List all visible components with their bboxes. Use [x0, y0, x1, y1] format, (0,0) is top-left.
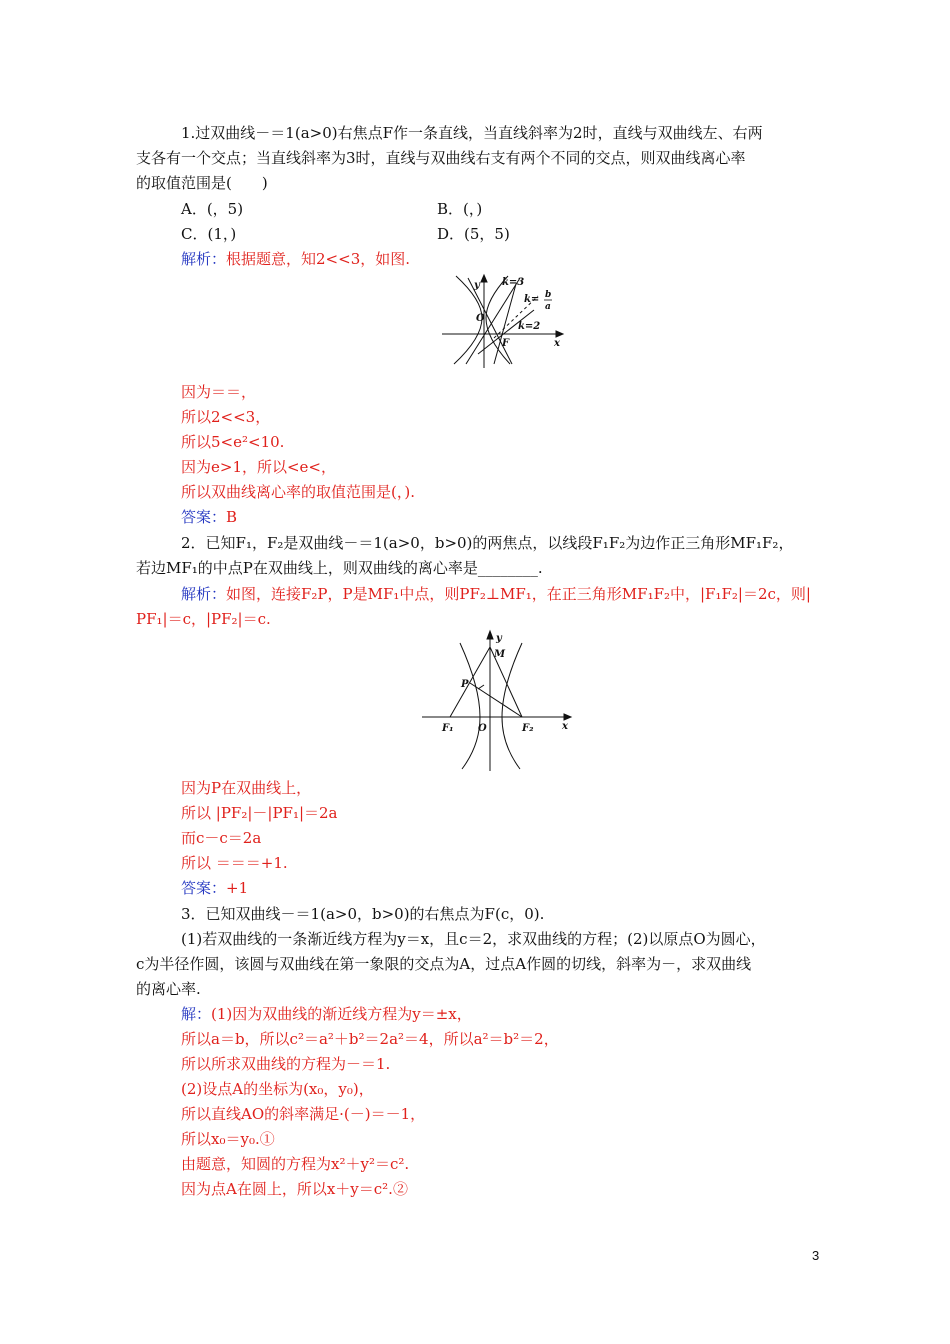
- q2-solution-text: 如图，连接F₂P，P是MF₁中点，则PF₂⊥MF₁，在正三角形MF₁F₂中，|F₁F₂|＝2c，则|: [226, 585, 811, 603]
- q1-option-c: C．(1，): [181, 225, 237, 243]
- q1-label-kba-k: k=: [524, 294, 540, 305]
- q3-step-7: 因为点A在圆上，所以x＋y＝c².②: [181, 1180, 408, 1198]
- q1-label-o: O: [476, 313, 485, 324]
- q1-answer: [181, 507, 237, 527]
- q3-stem-line4: 的离心率.: [136, 980, 201, 998]
- q1-step-3: 所以5<e²<10.: [181, 433, 285, 451]
- q3-stem-line1: 3．已知双曲线－＝1(a>0，b>0)的右焦点为F(c，0).: [181, 905, 545, 923]
- q3-step-1: 所以a＝b，所以c²＝a²＋b²＝2a²＝4，所以a²＝b²＝2，: [181, 1030, 559, 1048]
- q3-step-3: (2)设点A的坐标为(x₀，y₀)，: [181, 1080, 374, 1098]
- q1-step-5: 所以双曲线离心率的取值范围是(，).: [181, 483, 415, 501]
- q2-step-1: 因为P在双曲线上，: [181, 779, 312, 797]
- q2-label-x: x: [562, 721, 568, 732]
- q1-figure: [438, 272, 568, 370]
- q1-stem-line1: 1.过双曲线－＝1(a>0)右焦点F作一条直线，当直线斜率为2时，直线与双曲线左、右两: [181, 124, 763, 142]
- q1-label-k3: k=3: [502, 277, 525, 288]
- q3-solution-intro: [181, 1004, 472, 1024]
- q1-x-arrow: [556, 331, 563, 337]
- q1-line-k3: [494, 284, 516, 364]
- q1-label-kba-b: b: [545, 290, 552, 300]
- q2-answer: [181, 878, 248, 898]
- q2-left-branch: [460, 643, 480, 769]
- q2-side-mf1: [450, 647, 490, 717]
- q2-solution-intro: [181, 584, 811, 604]
- q2-answer-label: 答案：: [181, 879, 227, 897]
- q2-label-f1: F₁: [442, 723, 454, 734]
- q3-step-2: 所以所求双曲线的方程为－＝1.: [181, 1055, 391, 1073]
- q1-solution-text: 根据题意，知2<<3，如图.: [226, 250, 411, 268]
- q2-y-arrow: [487, 631, 493, 639]
- q1-y-arrow: [481, 275, 487, 282]
- q2-label-p: P: [461, 679, 469, 690]
- q2-stem-line2: 若边MF₁的中点P在双曲线上，则双曲线的离心率是________.: [136, 559, 543, 577]
- page-number: 3: [812, 1248, 820, 1263]
- q2-x-arrow: [564, 714, 571, 720]
- q1-label-x: x: [554, 338, 560, 349]
- q1-stem-line2: 支各有一个交点；当直线斜率为3时，直线与双曲线右支有两个不同的交点，则双曲线离心率: [136, 149, 746, 167]
- q3-stem-line2: (1)若双曲线的一条渐近线方程为y＝x，且c＝2，求双曲线的方程；(2)以原点O为圆心，: [181, 930, 766, 948]
- q1-label-kba-a: a: [545, 302, 551, 312]
- q1-option-b: B．(，): [437, 200, 483, 218]
- q2-label-y: y: [496, 633, 502, 644]
- q1-step-1: 因为＝＝，: [181, 383, 257, 401]
- q2-step-3: 而c－c＝2a: [181, 829, 262, 847]
- q1-label-k2: k=2: [518, 321, 541, 332]
- q2-step-4: 所以 ＝＝＝+1.: [181, 854, 288, 872]
- q1-step-2: 所以2<<3，: [181, 408, 271, 426]
- q2-stem-line1: 2．已知F₁，F₂是双曲线－＝1(a>0，b>0)的两焦点，以线段F₁F₂为边作正三角形MF₁F₂，: [181, 534, 794, 552]
- q2-solution-label: 解析：: [181, 585, 227, 603]
- q3-step-4: 所以直线AO的斜率满足·(－)＝－1，: [181, 1105, 426, 1123]
- q2-answer-value: +1: [226, 879, 249, 897]
- q3-stem-line3: c为半径作圆，该圆与双曲线在第一象限的交点为A，过点A作圆的切线，斜率为－，求双曲线: [136, 955, 752, 973]
- q1-solution-label: 解析：: [181, 250, 227, 268]
- q2-figure: [418, 627, 578, 773]
- q1-label-y: y: [474, 280, 480, 291]
- q1-solution-intro: [181, 249, 410, 269]
- q3-step-5: 所以x₀＝y₀.①: [181, 1130, 275, 1148]
- q3-step-6: 由题意，知圆的方程为x²＋y²＝c².: [181, 1155, 410, 1173]
- q2-label-o: O: [478, 723, 487, 734]
- q2-label-m: M: [494, 649, 506, 660]
- q2-solution-text-2: PF₁|＝c，|PF₂|＝c.: [136, 610, 271, 628]
- q2-right-angle-mark: [478, 685, 484, 689]
- q1-answer-label: 答案：: [181, 508, 227, 526]
- q2-label-f2: F₂: [522, 723, 534, 734]
- q1-stem-line3: 的取值范围是( ): [136, 174, 268, 192]
- q1-option-d: D．(5，5): [437, 225, 510, 243]
- q1-step-4: 因为e>1，所以<e<，: [181, 458, 337, 476]
- q1-option-a: A．(，5): [181, 200, 244, 218]
- q3-solution-label: 解：: [181, 1005, 212, 1023]
- q2-step-2: 所以 |PF₂|－|PF₁|＝2a: [181, 804, 338, 822]
- q1-answer-value: B: [226, 508, 238, 526]
- q1-label-f: F: [502, 338, 510, 349]
- q3-solution-text: (1)因为双曲线的渐近线方程为y＝±x，: [211, 1005, 472, 1023]
